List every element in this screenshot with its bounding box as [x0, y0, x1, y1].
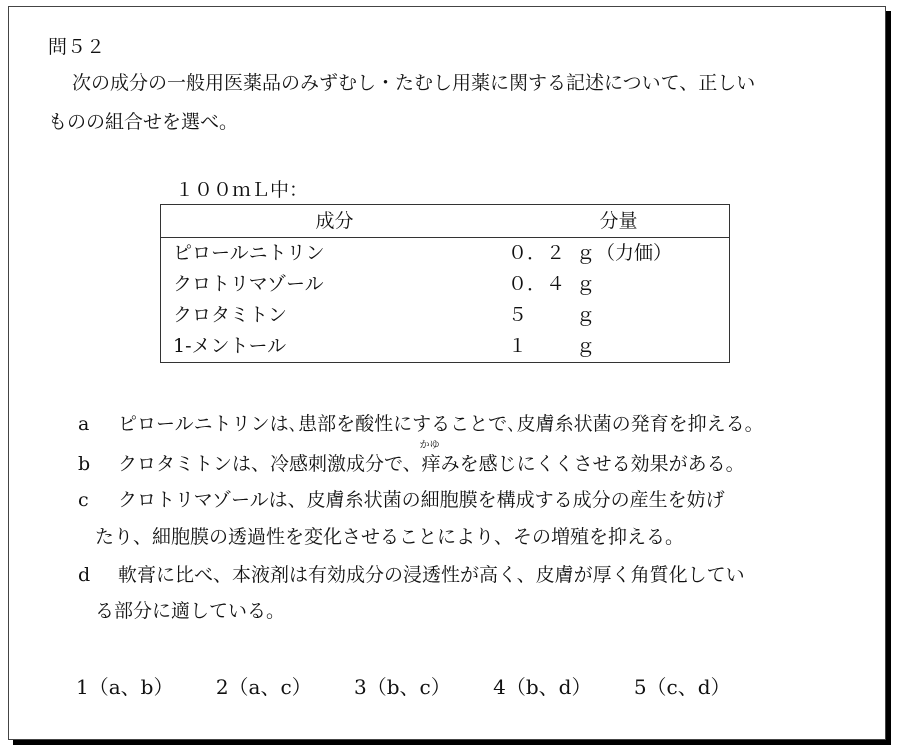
ruby-reading: かゆ — [419, 440, 440, 451]
statement-b — [78, 440, 745, 475]
amount-unit: ｇ — [576, 273, 596, 295]
answer-choices — [76, 677, 767, 697]
ingredient-table — [160, 204, 730, 363]
ruby-word — [419, 440, 441, 475]
table-row — [161, 331, 730, 363]
ingredient-amount — [508, 331, 730, 363]
ingredient-amount — [508, 300, 730, 331]
statement-a — [78, 415, 754, 434]
ingredient-amount — [508, 269, 730, 300]
ingredient-name: クロトリマゾール — [173, 273, 324, 295]
question-stem-line1: 次の成分の一般用医薬品のみずむし・たむし用薬に関する記述について、正しい — [72, 72, 756, 94]
statement-text-line1: 軟膏に比べ、本液剤は有効成分の浸透性が高く、皮膚が厚く角質化してい — [118, 564, 745, 586]
amount-value: ０．４ — [508, 273, 566, 295]
amount-unit: ｇ — [576, 335, 596, 357]
question-number: 問５２ — [48, 36, 106, 58]
question-stem-line2: ものの組合せを選べ。 — [48, 111, 239, 133]
statement-letter: c — [78, 489, 89, 511]
ingredient-name: クロタミトン — [173, 304, 288, 326]
amount-value: ０．２ — [508, 242, 566, 264]
statement-text: ピロールニトリンは､患部を酸性にすることで､皮膚糸状菌の発育を抑える｡ — [118, 413, 755, 435]
amount-unit: ｇ — [576, 242, 596, 264]
statement-c — [78, 491, 725, 510]
choice-2[interactable]: 2（a、c） — [215, 675, 312, 699]
statement-text-after: みを感じにくくさせる効果がある。 — [440, 453, 745, 475]
statement-text-line1: クロトリマゾールは、皮膚糸状菌の細胞膜を構成する成分の産生を妨げ — [118, 489, 725, 511]
header-amount: 分量 — [508, 205, 730, 238]
table-header-row — [161, 205, 730, 238]
ingredient-amount — [508, 238, 730, 270]
choice-5[interactable]: 5（c、d） — [633, 675, 731, 699]
ingredient-name: 1-メントール — [173, 335, 287, 357]
choice-4[interactable]: 4（b、d） — [493, 675, 592, 699]
statement-d-line2: る部分に適している。 — [95, 600, 286, 622]
statement-letter: a — [78, 413, 90, 435]
amount-value: １ — [508, 335, 528, 357]
choice-1[interactable]: 1（a、b） — [76, 675, 174, 699]
statement-d — [78, 566, 745, 585]
statement-text-before: クロタミトンは、冷感刺激成分で、 — [118, 453, 422, 475]
statement-letter: d — [78, 564, 91, 586]
header-ingredient: 成分 — [161, 205, 509, 238]
table-row — [161, 300, 730, 331]
ingredient-name: ピロールニトリン — [173, 242, 325, 264]
table-row — [161, 269, 730, 300]
statement-letter: b — [78, 453, 91, 475]
amount-value: ５ — [508, 304, 528, 326]
table-row — [161, 238, 730, 270]
ruby-base: 痒 — [421, 453, 441, 475]
table-unit-label: １００ｍＬ中： — [175, 179, 309, 201]
amount-unit: ｇ — [576, 304, 596, 326]
choice-3[interactable]: 3（b、c） — [354, 675, 451, 699]
amount-note: （力価） — [596, 242, 673, 264]
statement-c-line2: たり、細胞膜の透過性を変化させることにより、その増殖を抑える。 — [95, 526, 685, 548]
